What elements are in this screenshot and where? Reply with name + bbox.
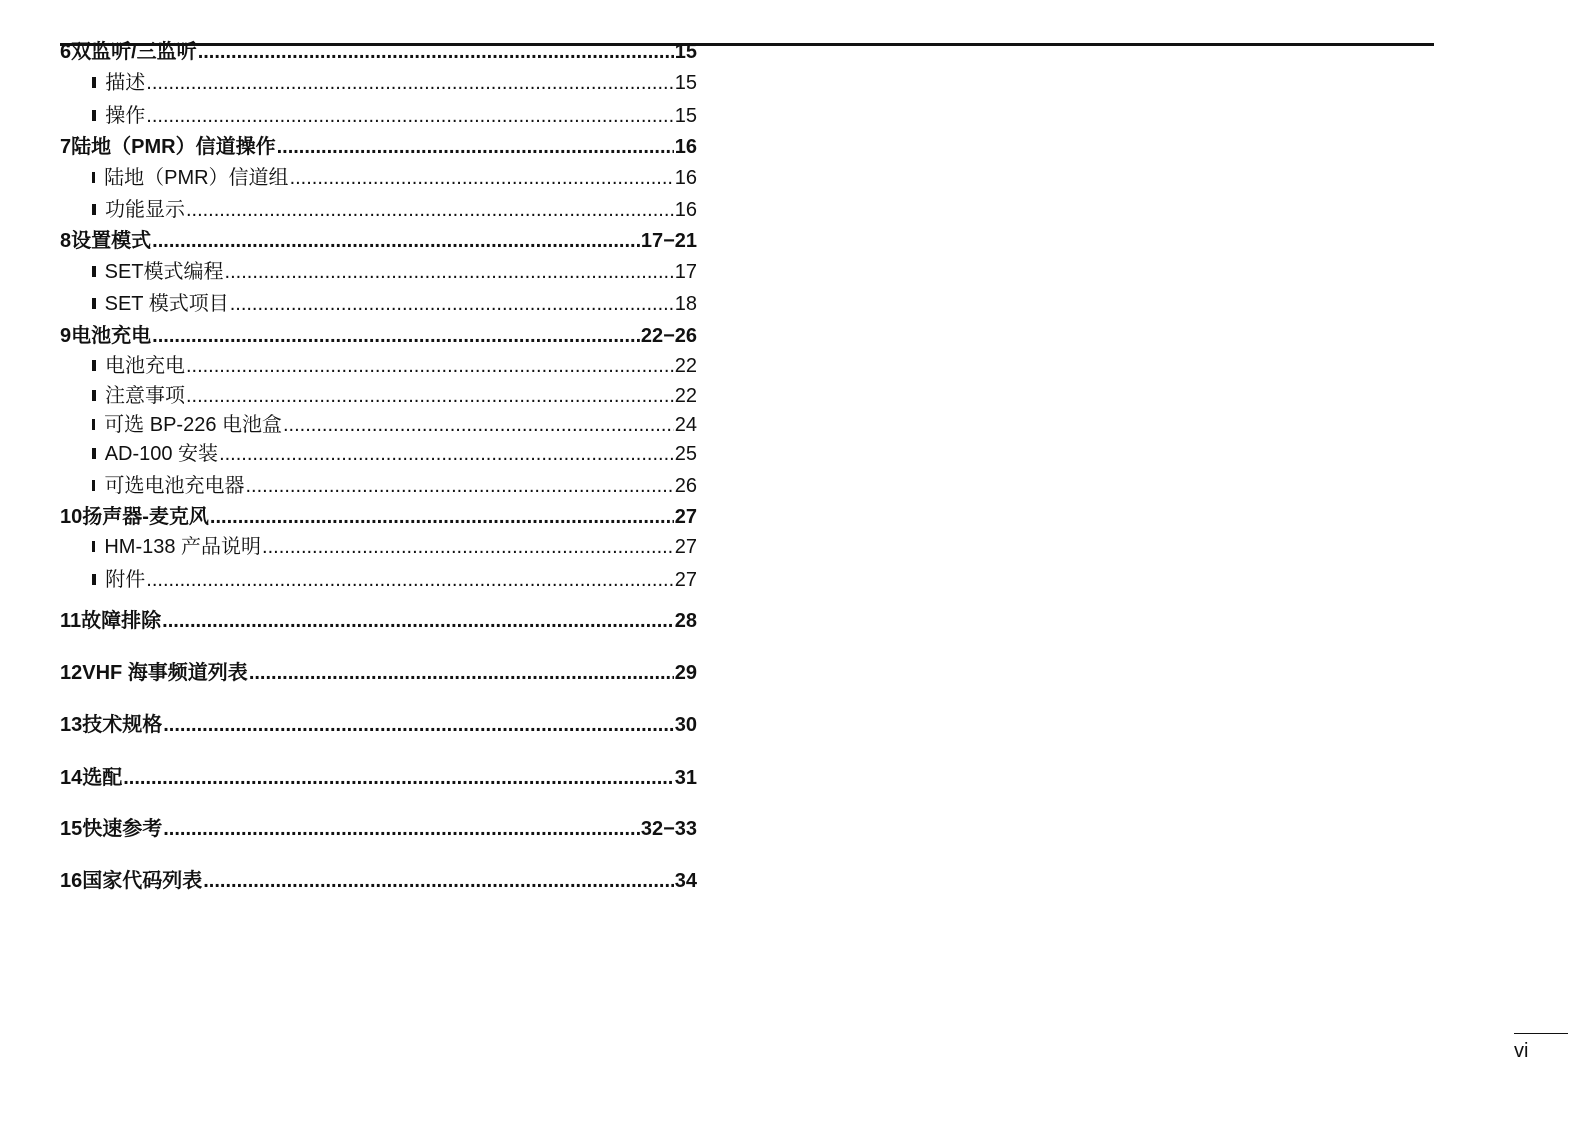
dot-leader: [146, 102, 673, 130]
dot-leader: [146, 69, 673, 97]
section-number: 11: [60, 610, 82, 632]
footer-rule: [1514, 1033, 1568, 1034]
section-title: 设置模式: [71, 230, 152, 252]
item-title: 可选 BP-226 电池盒: [104, 414, 282, 436]
section-title: 选配: [82, 767, 123, 789]
bullet-icon: [92, 298, 96, 309]
page-ref: 27: [674, 569, 697, 591]
dot-leader: [162, 607, 674, 635]
toc-section-8[interactable]: [60, 227, 697, 255]
page-ref: 27: [674, 536, 697, 558]
bullet-icon: [92, 448, 96, 459]
item-title: 注意事项: [104, 385, 185, 407]
bullet-icon: [92, 360, 96, 371]
page-ref: 15: [674, 72, 697, 94]
dot-leader: [230, 290, 674, 318]
dot-leader: [186, 196, 674, 224]
page-ref: 16: [674, 199, 697, 221]
toc-section-11[interactable]: [60, 607, 697, 635]
page-ref: 28: [674, 610, 697, 632]
page-ref: 22: [674, 385, 697, 407]
toc-item-10a[interactable]: [60, 533, 697, 561]
toc-item-10b[interactable]: [60, 566, 697, 594]
section-title: 电池充电: [71, 325, 152, 347]
section-number: 7: [60, 136, 72, 158]
page-ref: 31: [674, 767, 697, 789]
bullet-icon: [92, 480, 95, 491]
section-title: 国家代码列表: [82, 870, 203, 892]
section-number: 12: [60, 662, 83, 684]
page-number: vi: [1514, 1040, 1529, 1062]
page-ref: 16: [674, 167, 697, 189]
section-number: 14: [60, 767, 83, 789]
dot-leader: [198, 38, 674, 66]
section-number: 16: [60, 870, 83, 892]
bullet-icon: [92, 266, 96, 277]
dot-leader: [163, 711, 674, 739]
toc-item-9d[interactable]: [60, 440, 697, 468]
toc-section-9[interactable]: [60, 322, 697, 350]
dot-leader: [210, 503, 674, 531]
bullet-icon: [92, 419, 95, 430]
toc-item-9b[interactable]: [60, 382, 697, 410]
dot-leader: [123, 764, 674, 792]
bullet-icon: [92, 204, 96, 215]
dot-leader: [186, 382, 674, 410]
page-ref: 22−26: [640, 325, 697, 347]
toc-item-8a[interactable]: [60, 258, 697, 286]
page-ref: 16: [674, 136, 697, 158]
dot-leader: [245, 472, 673, 500]
section-number: 9: [60, 325, 72, 347]
section-title: 故障排除: [81, 610, 162, 632]
dot-leader: [249, 659, 674, 687]
item-title: 附件: [105, 569, 146, 591]
dot-leader: [203, 867, 674, 895]
page-ref: 22: [674, 355, 697, 377]
item-title: 功能显示: [104, 199, 185, 221]
dot-leader: [277, 133, 674, 161]
toc-section-16[interactable]: [60, 867, 697, 895]
toc-item-9a[interactable]: [60, 352, 697, 380]
section-title: 快速参考: [82, 818, 163, 840]
dot-leader: [262, 533, 674, 561]
item-title: 陆地（PMR）信道组: [104, 167, 289, 189]
section-number: 8: [60, 230, 72, 252]
toc-section-10[interactable]: [60, 503, 697, 531]
item-title: 操作: [105, 105, 146, 127]
item-title: HM-138 产品说明: [104, 536, 262, 558]
dot-leader: [152, 227, 640, 255]
toc-item-7b[interactable]: [60, 196, 697, 224]
dot-leader: [152, 322, 640, 350]
dot-leader: [163, 815, 640, 843]
toc-item-9e[interactable]: [60, 472, 697, 500]
item-title: 描述: [105, 72, 146, 94]
section-title: 技术规格: [82, 714, 163, 736]
bullet-icon: [92, 574, 96, 585]
section-number: 6: [60, 41, 72, 63]
bullet-icon: [92, 172, 95, 183]
toc-section-15[interactable]: [60, 815, 697, 843]
page-ref: 29: [674, 662, 697, 684]
dot-leader: [219, 440, 674, 468]
section-title: 双监听/三监听: [71, 41, 197, 63]
page-ref: 17−21: [640, 230, 697, 252]
page-ref: 34: [674, 870, 697, 892]
item-title: AD-100 安装: [104, 443, 219, 465]
section-title: VHF 海事频道列表: [82, 662, 248, 684]
dot-leader: [290, 164, 674, 192]
dot-leader: [283, 411, 674, 439]
page-ref: 32−33: [640, 818, 697, 840]
toc-section-14[interactable]: [60, 764, 697, 792]
toc-section-6[interactable]: [60, 38, 697, 66]
bullet-icon: [92, 541, 95, 552]
dot-leader: [146, 566, 673, 594]
bullet-icon: [92, 77, 96, 88]
page-ref: 15: [674, 105, 697, 127]
page-ref: 25: [674, 443, 697, 465]
toc-item-8b[interactable]: [60, 290, 697, 318]
section-number: 15: [60, 818, 83, 840]
toc-section-7[interactable]: [60, 133, 697, 161]
item-title: SET 模式项目: [104, 293, 229, 315]
toc-item-6a[interactable]: [60, 69, 697, 97]
page-ref: 17: [674, 261, 697, 283]
page-ref: 24: [674, 414, 697, 436]
toc-section-13[interactable]: [60, 711, 697, 739]
page-ref: 18: [674, 293, 697, 315]
bullet-icon: [92, 390, 96, 401]
item-title: 可选电池充电器: [104, 475, 245, 497]
item-title: 电池充电: [104, 355, 185, 377]
dot-leader: [225, 258, 674, 286]
page-ref: 30: [674, 714, 697, 736]
toc-item-7a[interactable]: [60, 164, 697, 192]
page-ref: 15: [674, 41, 697, 63]
page-ref: 26: [674, 475, 697, 497]
toc-item-6b[interactable]: [60, 102, 697, 130]
bullet-icon: [92, 110, 96, 121]
toc-section-12[interactable]: [60, 659, 697, 687]
item-title: SET模式编程: [104, 261, 224, 283]
section-number: 10: [60, 506, 83, 528]
section-title: 扬声器-麦克风: [82, 506, 209, 528]
toc-item-9c[interactable]: [60, 411, 697, 439]
section-number: 13: [60, 714, 83, 736]
page-ref: 27: [674, 506, 697, 528]
section-title: 陆地（PMR）信道操作: [71, 136, 276, 158]
dot-leader: [186, 352, 674, 380]
